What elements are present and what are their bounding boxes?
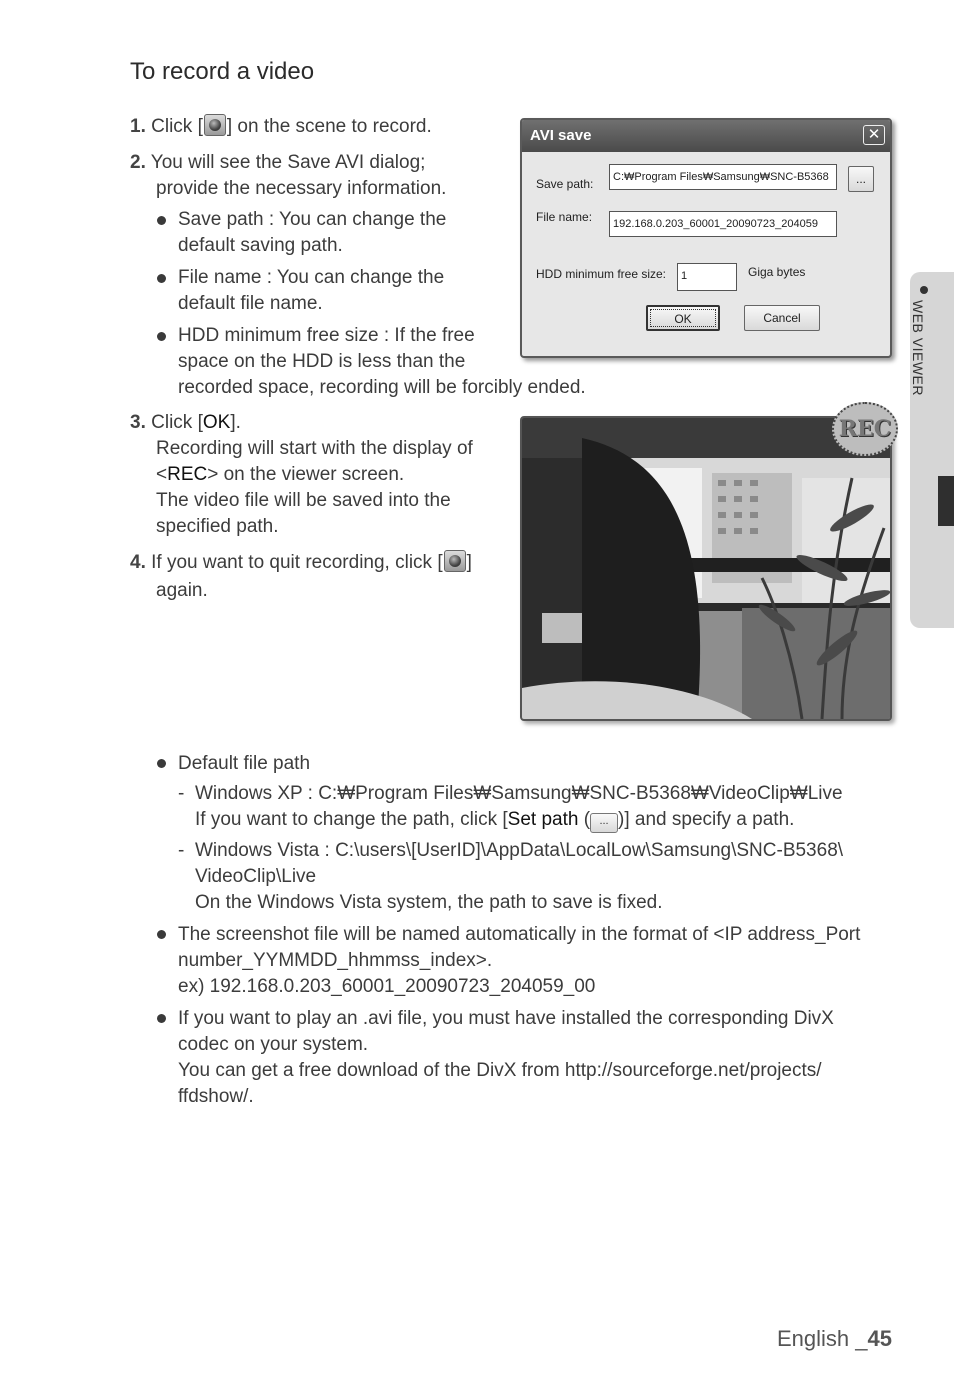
file-name-input[interactable]: 192.168.0.203_60001_20090723_204059: [609, 211, 837, 237]
giga-bytes-label: Giga bytes: [748, 265, 806, 279]
note-text: If you want to play an .avi file, you must have installed the corresponding DivX: [178, 1008, 834, 1029]
page-footer: [777, 1326, 892, 1352]
section-title: To record a video: [130, 58, 315, 85]
bullet-dot-icon: [157, 216, 166, 225]
note-text: The screenshot file will be named automatically in the format of <IP address_Port: [178, 924, 861, 945]
step-text: ].: [230, 412, 241, 433]
cancel-button[interactable]: Cancel: [744, 305, 820, 331]
dialog-title: AVI save: [530, 127, 592, 144]
save-path-input[interactable]: C:₩Program Files₩Samsung₩SNC-B5368: [609, 164, 837, 190]
step-3: [130, 410, 500, 436]
note-text: )] and specify a path.: [618, 809, 795, 830]
note-text: number_YYMMDD_hhmmss_index>.: [178, 950, 493, 971]
step-number: 4.: [130, 552, 146, 573]
record-icon: [444, 550, 466, 572]
step-text: If you want to quit recording, click [: [151, 552, 443, 573]
bullet-file-name: [157, 265, 517, 317]
step-text: ] on the scene to record.: [226, 116, 432, 137]
ok-button[interactable]: OK: [646, 305, 720, 331]
step-text: <: [156, 464, 168, 485]
step-text: again.: [156, 580, 208, 601]
bullet-text: space on the HDD is less than the: [178, 351, 466, 372]
note-divx-codec: [157, 1006, 897, 1110]
step-2: [130, 150, 425, 176]
bullet-text: default file name.: [178, 293, 323, 314]
note-text: On the Windows Vista system, the path to save is fixed.: [195, 892, 663, 913]
bullet-dot-icon: [157, 274, 166, 283]
page-number: 45: [867, 1326, 892, 1351]
note-text: ex) 192.168.0.203_60001_20090723_204059_00: [178, 976, 596, 997]
note-text: Windows XP : C:₩Program Files₩Samsung₩SNC-B5368₩VideoClip₩Live: [195, 783, 843, 804]
step-number: 2.: [130, 152, 146, 173]
close-icon[interactable]: ✕: [863, 125, 885, 145]
note-windows-vista: [178, 838, 898, 916]
bullet-text: default saving path.: [178, 235, 343, 256]
bullet-dot-icon: [157, 930, 166, 939]
hdd-min-size-input[interactable]: 1: [677, 263, 737, 291]
step-3-details: [156, 436, 496, 540]
bullet-text: File name : You can change the: [178, 267, 445, 288]
step-text: The video file will be saved into the: [156, 490, 451, 511]
note-text: codec on your system.: [178, 1034, 369, 1055]
save-path-label: Save path:: [536, 177, 594, 191]
note-text: VideoClip\Live: [195, 866, 317, 887]
office-scene-image: [522, 418, 890, 719]
note-text: Windows Vista : C:\users\[UserID]\AppData\LocalLow\Samsung\SNC-B5368\: [195, 840, 844, 861]
avi-save-dialog: [520, 118, 892, 358]
step-text: ]: [466, 552, 472, 573]
step-text: Recording will start with the display of: [156, 438, 473, 459]
step-text: > on the viewer screen.: [207, 464, 405, 485]
step-number: 1.: [130, 116, 146, 137]
note-text: ffdshow/.: [178, 1086, 254, 1107]
chapter-label: WEB VIEWER: [910, 300, 926, 397]
camera-viewer-image: [520, 416, 892, 721]
hdd-min-size-label: HDD minimum free size:: [536, 267, 667, 281]
note-screenshot-naming: [157, 922, 897, 1000]
dash-marker: -: [178, 783, 185, 804]
set-path-button-icon: ...: [590, 813, 618, 833]
dash-marker: -: [178, 840, 185, 861]
note-windows-xp: [178, 781, 898, 833]
file-name-label: File name:: [536, 210, 593, 224]
footer-language: English _: [777, 1326, 868, 1351]
note-text: You can get a free download of the DivX from http://sourceforge.net/projects/: [178, 1060, 822, 1081]
step-text: You will see the Save AVI dialog;: [150, 152, 426, 173]
bullet-save-path: [157, 207, 517, 259]
bullet-text: HDD minimum free size : If the free: [178, 325, 475, 346]
note-title: Default file path: [178, 753, 311, 774]
bullet-dot-icon: [157, 1014, 166, 1023]
rec-keyword: REC: [167, 464, 208, 485]
step-text: specified path.: [156, 516, 279, 537]
bullet-dot-icon: [157, 332, 166, 341]
step-4: [130, 550, 500, 576]
step-text: provide the necessary information.: [156, 178, 447, 199]
chapter-tab-marker: [938, 476, 954, 526]
set-path-keyword: Set path: [507, 809, 579, 830]
record-icon: [204, 114, 226, 136]
dialog-titlebar: [522, 120, 890, 152]
step-text: Click [: [151, 412, 203, 433]
bullet-dot-icon: [920, 286, 928, 294]
bullet-text: Save path : You can change the: [178, 209, 447, 230]
browse-button[interactable]: ...: [848, 166, 874, 192]
step-1: [130, 114, 432, 140]
bullet-dot-icon: [157, 759, 166, 768]
step-number: 3.: [130, 412, 146, 433]
note-default-path: [157, 751, 897, 777]
rec-indicator-badge: REC: [832, 402, 898, 456]
ok-keyword: OK: [202, 412, 231, 433]
note-text: If you want to change the path, click [: [195, 809, 508, 830]
step-text: Click [: [151, 116, 203, 137]
note-text: (: [578, 809, 591, 830]
bullet-text: recorded space, recording will be forcibly ended.: [178, 377, 586, 398]
